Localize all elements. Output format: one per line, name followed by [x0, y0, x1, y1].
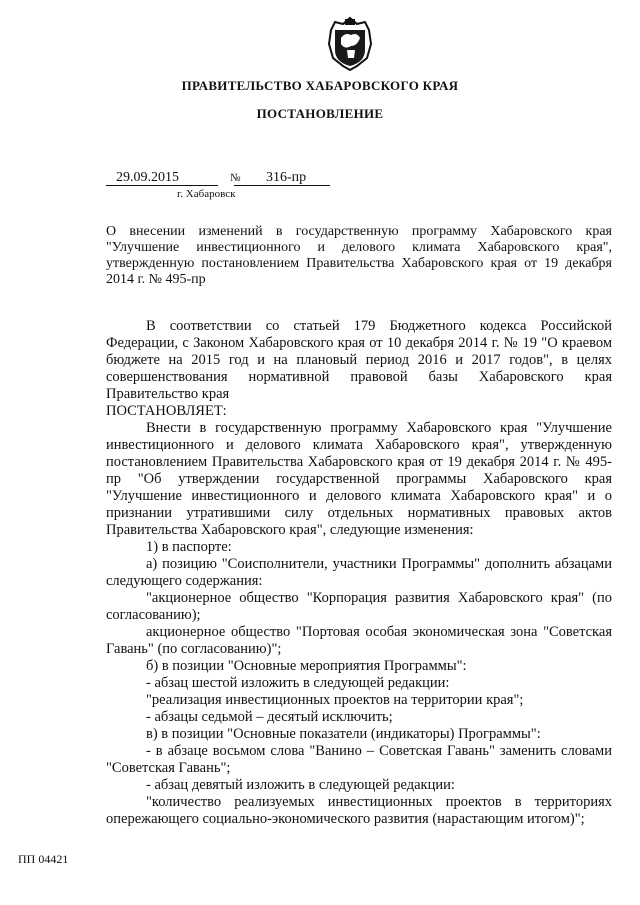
paragraph: акционерное общество "Портовая особая экономическая зона "Советская Гавань" (по согласованию)"; [106, 624, 612, 657]
document-city: г. Хабаровск [177, 188, 236, 200]
coat-of-arms-icon [327, 16, 373, 72]
document-number: 316-пр [266, 170, 307, 185]
paragraph: в) в позиции "Основные показатели (индикаторы) Программы": [146, 726, 541, 742]
paragraph: Внести в государственную программу Хабаровского края "Улучшение инвестиционного и делового климата Хабаровского края", утвержденную постановлением Правительства Хабаровского края от 19 декабря 2014 г. № 495-пр "Об утверждении государственной программы Хабаровского края "Улучшение инвестиционного и делового климата Хабаровского края" и о признании утратившими силу отдельных нормативных правовых актов Правительства Хабаровского края", следующие изменения: [106, 420, 612, 538]
paragraph: - в абзаце восьмом слова "Ванино – Советская Гавань" заменить словами "Советская Гавань"; [106, 743, 612, 776]
paragraph: - абзац шестой изложить в следующей редакции: [146, 675, 450, 691]
paragraph: "количество реализуемых инвестиционных проектов в территориях опережающего социально-экономического развития (нарастающим итогом)"; [106, 794, 612, 827]
government-name: ПРАВИТЕЛЬСТВО ХАБАРОВСКОГО КРАЯ [181, 78, 459, 93]
document-date: 29.09.2015 [116, 170, 179, 185]
number-sign: № [230, 172, 241, 184]
paragraph: 1) в паспорте: [146, 539, 232, 555]
paragraph: "акционерное общество "Корпорация развития Хабаровского края" (по согласованию); [106, 590, 612, 623]
paragraph: - абзац девятый изложить в следующей редакции: [146, 777, 455, 793]
document-type: ПОСТАНОВЛЕНИЕ [256, 106, 384, 121]
document-body [106, 318, 612, 828]
paragraph: - абзацы седьмой – десятый исключить; [146, 709, 393, 725]
intro-paragraph: В соответствии со статьей 179 Бюджетного кодекса Российской Федерации, с Законом Хабаровского края от 10 декабря 2014 г. № 19 "О краевом бюджете на 2015 год и на плановый период 2016 и 2017 годов", в целях совершенствования нормативной правовой базы Хабаровского края Правительство края [106, 318, 612, 402]
date-underline [106, 185, 218, 186]
document-title: О внесении изменений в государственную программу Хабаровского края "Улучшение инвестиционного и делового климата Хабаровского края", утвержденную постановлением Правительства Хабаровского края от 19 декабря 2014 г. № 495-пр [106, 224, 612, 287]
paragraph: б) в позиции "Основные мероприятия Программы": [146, 658, 467, 674]
resolves-heading: ПОСТАНОВЛЯЕТ: [106, 403, 227, 419]
document-code: ПП 04421 [18, 852, 69, 866]
paragraph: "реализация инвестиционных проектов на территории края"; [146, 692, 524, 708]
number-underline [234, 185, 330, 186]
paragraph: а) позицию "Соисполнители, участники Программы" дополнить абзацами следующего содержания: [106, 556, 612, 589]
